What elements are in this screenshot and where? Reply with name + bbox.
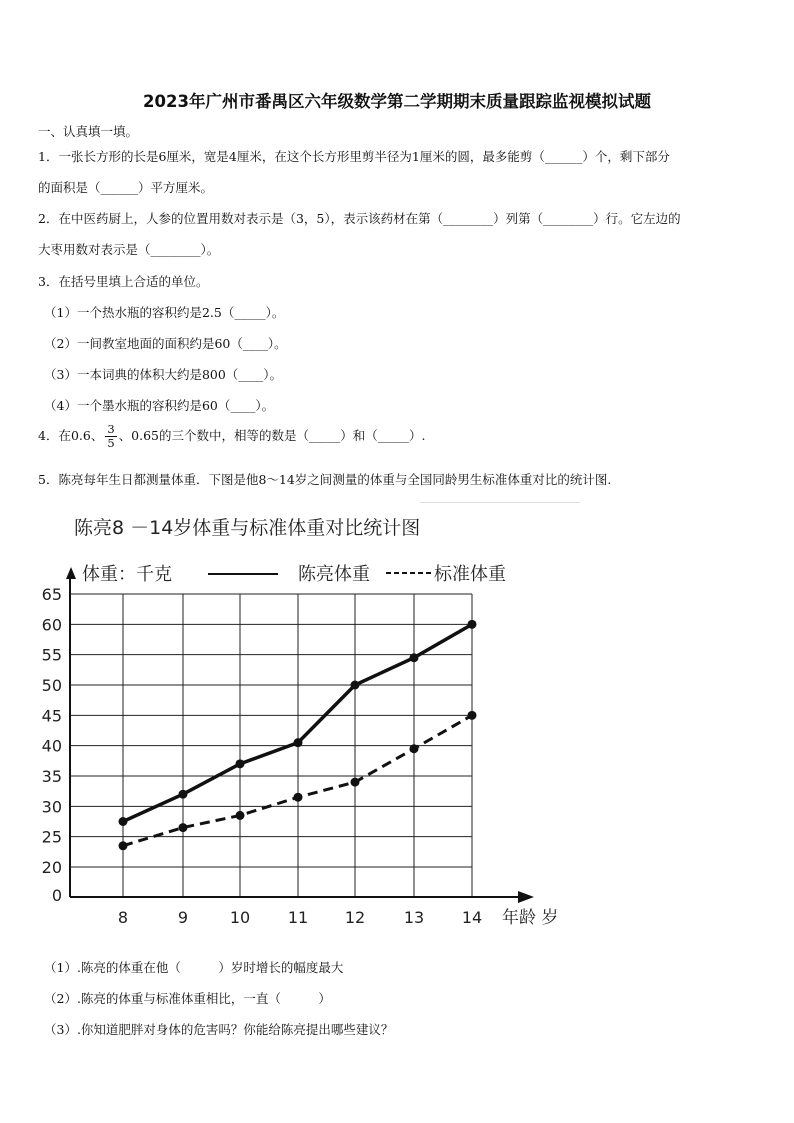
- legend-series-1: 陈亮体重: [298, 564, 370, 585]
- data-point: [119, 817, 128, 826]
- fraction-denominator: 5: [107, 436, 115, 450]
- question-4: [38, 423, 425, 450]
- data-point: [179, 823, 188, 832]
- question-5-sub-3: （3）.你知道肥胖对身体的危害吗？你能给陈亮提出哪些建议？: [44, 1022, 394, 1037]
- chart-title: 陈亮8 －14岁体重与标准体重对比统计图: [74, 517, 421, 539]
- question-1-line-1: 1．一张长方形的长是6厘米，宽是4厘米，在这个长方形里剪半径为1厘米的圆，最多能剪（______）个，剩下部分: [38, 149, 670, 164]
- data-point: [410, 653, 419, 662]
- data-point: [236, 811, 245, 820]
- divider: [420, 502, 580, 503]
- question-4-prefix: 4．在0.6、: [38, 428, 104, 443]
- data-point: [236, 759, 245, 768]
- data-point: [179, 790, 188, 799]
- question-3-intro: 3．在括号里填上合适的单位。: [38, 274, 209, 289]
- question-5-sub-2: （2）.陈亮的体重与标准体重相比，一直（ ）: [44, 991, 331, 1006]
- x-tick-label: 10: [229, 908, 251, 927]
- data-point: [351, 681, 360, 690]
- legend-series-2: 标准体重: [434, 564, 506, 585]
- y-tick-label: 30: [41, 797, 62, 817]
- y-tick-label: 65: [41, 585, 62, 604]
- chart-legend: [66, 564, 506, 585]
- fraction-numerator: 3: [107, 422, 115, 436]
- question-1-line-2: 的面积是（______）平方厘米。: [38, 180, 214, 195]
- section-heading: 一、认真填一填。: [38, 124, 139, 139]
- y-tick-label: 20: [41, 858, 62, 877]
- question-2-line-1: 2．在中医药厨上，人参的位置用数对表示是（3，5），表示该药材在第（________）列第（________）行。它左边的: [38, 211, 681, 226]
- y-tick-label: 35: [41, 767, 62, 786]
- fraction: [105, 423, 116, 450]
- data-point: [410, 744, 419, 753]
- weight-comparison-chart: [40, 505, 580, 935]
- question-4-suffix: 、0.65的三个数中，相等的数是（_____）和（_____）.: [118, 428, 426, 443]
- y-tick-label: 50: [41, 676, 62, 695]
- page-title: 2023年广州市番禺区六年级数学第二学期期末质量跟踪监视模拟试题: [143, 92, 651, 111]
- question-5-sub-1: （1）.陈亮的体重在他（ ）岁时增长的幅度最大: [44, 960, 344, 975]
- y-tick-label: 45: [41, 706, 62, 726]
- data-point: [294, 793, 303, 802]
- x-tick-label: 9: [177, 908, 189, 927]
- question-2-line-2: 大枣用数对表示是（________）。: [38, 242, 220, 257]
- data-point: [351, 778, 360, 787]
- y-axis-label: 体重：千克: [82, 564, 172, 585]
- x-axis-arrow-icon: [518, 891, 534, 903]
- y-tick-label: 60: [41, 615, 62, 635]
- x-tick-label: 12: [344, 908, 366, 927]
- y-tick-label: 55: [41, 645, 62, 665]
- question-3-item: （2）一间教室地面的面积约是60（____）。: [44, 336, 287, 351]
- y-tick-label: 0: [51, 886, 62, 905]
- data-point: [468, 711, 477, 720]
- data-point: [119, 841, 128, 850]
- x-axis-label: 年龄 岁: [502, 908, 559, 928]
- question-5-text: 5．陈亮每年生日都测量体重．下图是他8～14岁之间测量的体重与全国同龄男生标准体重对比的统计图.: [38, 472, 612, 487]
- question-3-item: （4）一个墨水瓶的容积约是60（____）。: [44, 398, 275, 413]
- x-tick-label: 8: [117, 908, 129, 927]
- x-tick-label: 11: [287, 908, 309, 927]
- x-tick-label: 13: [403, 908, 425, 927]
- question-3-item: （1）一个热水瓶的容积约是2.5（_____）。: [44, 305, 285, 320]
- question-3-item: （3）一本词典的体积大约是800（____）。: [44, 367, 283, 382]
- x-tick-label: 14: [461, 908, 483, 927]
- y-tick-label: 40: [41, 736, 62, 756]
- y-tick-label: 25: [41, 827, 62, 847]
- data-point: [294, 738, 303, 747]
- data-point: [468, 620, 477, 629]
